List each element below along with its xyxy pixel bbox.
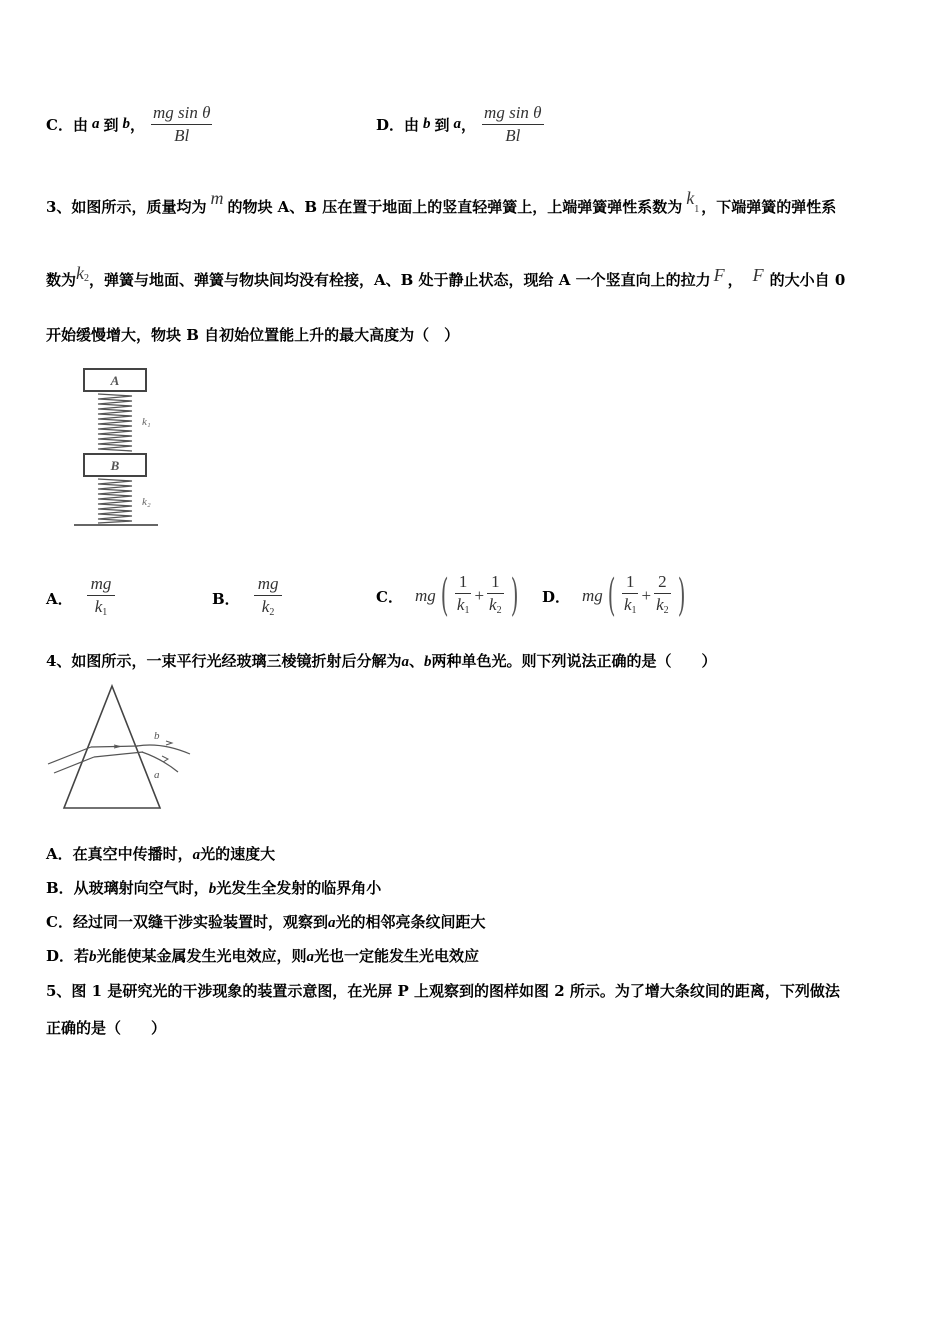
q4-option-d bbox=[46, 945, 479, 966]
q4-var-a: a bbox=[401, 654, 409, 670]
var-k: k bbox=[623, 594, 632, 614]
q3-var-k1: k bbox=[686, 188, 695, 208]
subscript: 1 bbox=[464, 604, 470, 616]
q4-option-var: b bbox=[89, 949, 97, 965]
subscript: 2 bbox=[663, 604, 669, 616]
q4-option-text: 光也一定能发生光电效应 bbox=[314, 947, 480, 965]
subscript: 1 bbox=[631, 604, 637, 616]
fraction-denominator bbox=[258, 596, 279, 624]
fraction-denominator bbox=[485, 594, 506, 622]
q4-var-b: b bbox=[423, 654, 432, 670]
prism-figure bbox=[44, 682, 196, 812]
subscript: 2 bbox=[269, 606, 275, 618]
subscript: 1 bbox=[102, 606, 108, 618]
q4-option-text: 光的速度大 bbox=[200, 845, 276, 863]
q4-option-text: C．经过同一双缝干涉实验装置时，观察到 bbox=[46, 913, 328, 931]
q2-option-c-var-a: a bbox=[91, 115, 100, 132]
incident-rays bbox=[48, 746, 143, 773]
q4-option-var: b bbox=[208, 881, 217, 897]
q4-option-text: B．从玻璃射向空气时， bbox=[46, 879, 209, 897]
q3-stem-line3: 开始缓慢增大，物块 B 自初始位置能上升的最大高度为（ ） bbox=[46, 326, 460, 344]
q2-option-d-fraction bbox=[482, 102, 543, 147]
q3-var-k2-sub: 2 bbox=[84, 273, 90, 284]
q3-option-d bbox=[542, 566, 690, 626]
ray-a-label: a bbox=[154, 769, 160, 781]
q3-option-a-fraction bbox=[87, 573, 116, 624]
var-k: k bbox=[489, 594, 497, 614]
q3-var-F: F bbox=[752, 265, 764, 285]
spring-k1-label: k₁ bbox=[142, 416, 151, 428]
q4-option-text: 光能使某金属发生光电效应，则 bbox=[96, 947, 307, 965]
spring-blocks-figure bbox=[70, 364, 170, 530]
q4-option-b bbox=[46, 877, 381, 898]
q3-text: 的物块 A、B 压在置于地面上的竖直轻弹簧上，上端弹簧弹性系数为 bbox=[227, 198, 683, 216]
fraction-numerator: mg bbox=[87, 573, 116, 596]
q4-option-var: a bbox=[306, 949, 315, 965]
q3-text: ， bbox=[727, 271, 743, 289]
right-paren: ) bbox=[510, 570, 519, 621]
q4-option-c bbox=[46, 911, 485, 932]
ray-b-label: b bbox=[154, 730, 160, 742]
q4-option-text: 光发生全发射的临界角小 bbox=[216, 879, 382, 897]
subscript: 2 bbox=[496, 604, 502, 616]
q3-text: 3、如图所示，质量均为 bbox=[46, 198, 207, 216]
q3-stem-line1 bbox=[46, 188, 836, 217]
q3-text: 的大小自 0 bbox=[769, 271, 846, 289]
q3-option-c-frac2 bbox=[485, 571, 506, 622]
q2-option-d-to: 到 bbox=[434, 115, 450, 134]
fraction-denominator: Bl bbox=[174, 125, 190, 145]
q2-option-c-var-b: b bbox=[122, 115, 130, 132]
q3-option-c-frac1 bbox=[453, 571, 474, 622]
left-paren: ( bbox=[440, 570, 449, 621]
q3-var-m: m bbox=[210, 188, 224, 208]
spring-k2-label: k₂ bbox=[142, 496, 151, 508]
block-b-label: B bbox=[110, 458, 120, 473]
q2-option-d-var-b: b bbox=[423, 115, 431, 132]
fraction-numerator: mg sin θ bbox=[151, 102, 212, 125]
q4-option-var: a bbox=[327, 915, 336, 931]
ray-a bbox=[142, 752, 178, 772]
q2-option-d bbox=[376, 100, 544, 148]
fraction-denominator bbox=[91, 596, 112, 624]
fraction-numerator: 1 bbox=[622, 571, 639, 594]
plus-sign: + bbox=[641, 586, 652, 605]
q3-var-k2: k bbox=[76, 263, 85, 283]
var-k: k bbox=[656, 594, 664, 614]
q3-text: 数为 bbox=[46, 271, 77, 289]
q3-option-b-label: B． bbox=[212, 589, 240, 608]
fraction-denominator bbox=[620, 594, 641, 622]
plus-sign: + bbox=[474, 586, 485, 605]
fraction-numerator: 1 bbox=[455, 571, 472, 594]
q3-var-F: F bbox=[713, 265, 725, 285]
right-paren: ) bbox=[677, 570, 686, 621]
q3-option-a bbox=[46, 570, 115, 626]
q5-stem-line1: 5、图 1 是研究光的干涉现象的装置示意图，在光屏 P 上观察到的图样如图 2 所示。为了增大条纹间的距离，下列做法 bbox=[46, 982, 840, 1000]
spring-k1 bbox=[98, 394, 132, 451]
q4-option-var: a bbox=[192, 847, 201, 863]
q2-option-c-to: 到 bbox=[103, 115, 119, 134]
var-k: k bbox=[261, 596, 270, 616]
q3-option-b bbox=[212, 570, 282, 626]
q3-option-d-frac2 bbox=[652, 571, 673, 622]
q3-var-k1-sub: 1 bbox=[694, 204, 700, 215]
fraction-denominator bbox=[652, 594, 673, 622]
fraction-numerator: 2 bbox=[654, 571, 671, 594]
q2-option-c-fraction bbox=[151, 102, 212, 147]
q2-option-c bbox=[46, 100, 212, 148]
fraction-numerator: mg bbox=[254, 573, 283, 596]
q4-option-text: 光的相邻亮条纹间距大 bbox=[335, 913, 486, 931]
fraction-numerator: mg sin θ bbox=[482, 102, 543, 125]
q2-option-c-label: C．由 bbox=[46, 115, 88, 134]
q4-text: 、 bbox=[408, 652, 424, 670]
q3-option-d-label: D． bbox=[542, 587, 571, 606]
q4-text: 两种单色光。则下列说法正确的是（ ） bbox=[431, 652, 717, 670]
block-a-label: A bbox=[110, 373, 120, 388]
q3-option-a-label: A． bbox=[46, 589, 73, 608]
fraction-denominator: Bl bbox=[505, 125, 521, 145]
q3-text: ，下端弹簧的弹性系 bbox=[701, 198, 837, 216]
q4-option-a bbox=[46, 843, 275, 864]
q3-text: ，弹簧与地面、弹簧与物块间均没有栓接，A、B 处于静止状态，现给 A 一个竖直向上的拉力 bbox=[89, 271, 711, 289]
q4-text: 4、如图所示，一束平行光经玻璃三棱镜折射后分解为 bbox=[46, 652, 402, 670]
q2-option-d-comma: ， bbox=[461, 115, 477, 134]
arrow-icon bbox=[166, 741, 172, 745]
fraction-denominator bbox=[453, 594, 474, 622]
q3-option-b-fraction bbox=[254, 573, 283, 624]
var-k: k bbox=[94, 596, 103, 616]
spring-k2 bbox=[98, 479, 132, 523]
q2-option-c-comma: ， bbox=[129, 115, 145, 134]
q3-option-d-mg: mg bbox=[582, 586, 603, 605]
q3-option-c-label: C． bbox=[376, 587, 403, 606]
q2-option-d-label: D．由 bbox=[376, 115, 420, 134]
q3-option-d-frac1 bbox=[620, 571, 641, 622]
left-paren: ( bbox=[607, 570, 616, 621]
q3-option-c bbox=[376, 566, 523, 626]
var-k: k bbox=[456, 594, 465, 614]
q3-stem-line2 bbox=[46, 263, 845, 290]
q5-stem-line2: 正确的是（ ） bbox=[46, 1019, 167, 1037]
q4-option-text: D．若 bbox=[46, 947, 90, 965]
q4-stem bbox=[46, 650, 716, 671]
q3-option-c-mg: mg bbox=[414, 586, 436, 605]
q2-option-d-var-a: a bbox=[453, 115, 462, 132]
q4-option-text: A．在真空中传播时， bbox=[46, 845, 193, 863]
fraction-numerator: 1 bbox=[487, 571, 504, 594]
